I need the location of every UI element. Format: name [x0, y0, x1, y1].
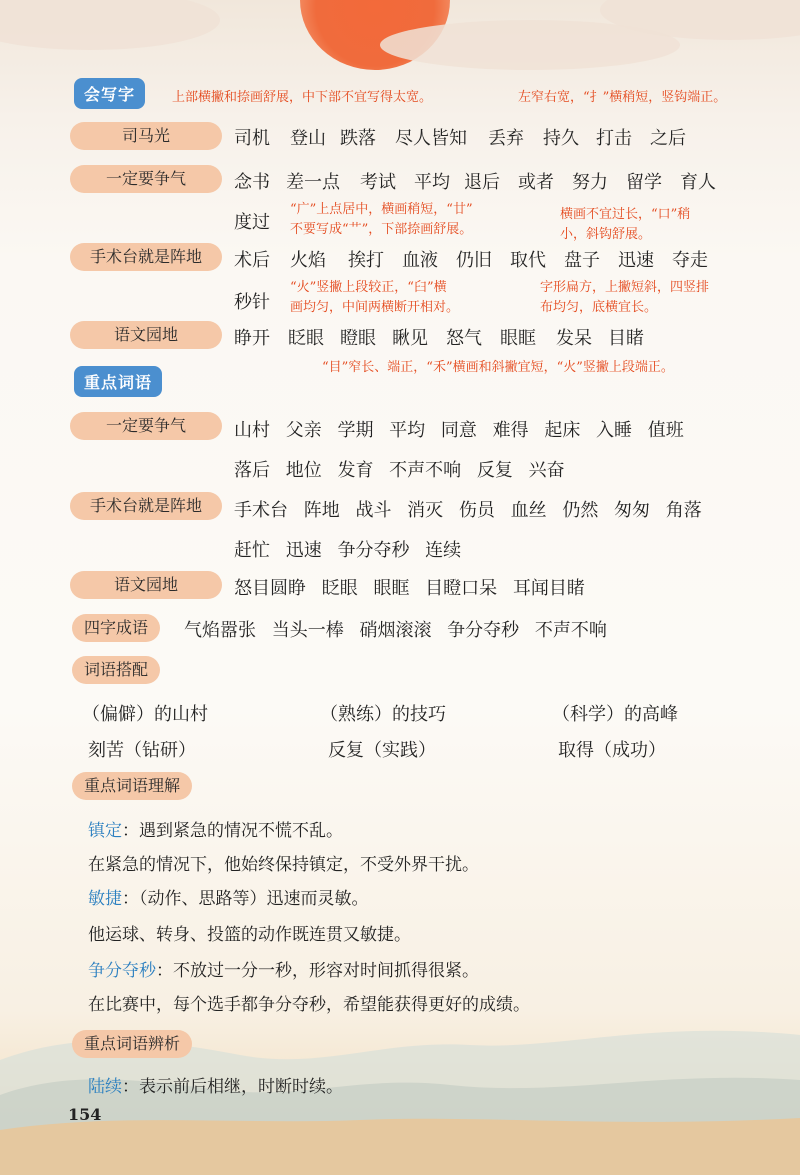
definition-text: ：遇到紧急的情况不慌不乱。: [122, 821, 343, 841]
section-tag-write: 会写字: [74, 78, 145, 109]
collocation-item: 刻苦（钻研）: [88, 740, 196, 761]
word-list: 落后 地位 发育 不声不响 反复 兴奋: [234, 460, 565, 481]
idioms-label: 四字成语: [72, 614, 160, 642]
cloud: [0, 0, 220, 50]
writing-word: 丢弃: [488, 128, 524, 149]
note-huo: “火”竖撇上段较正，“臼”横: [290, 280, 447, 295]
example: 在紧急的情况下，他始终保持镇定，不受外界干扰。: [88, 855, 479, 875]
writing-word: 火焰: [290, 250, 326, 271]
analysis-title: 重点词语辨析: [72, 1030, 192, 1058]
writing-word: 度过: [234, 212, 270, 233]
word-list: 怒目圆睁 眨眼 眼眶 目瞪口呆 耳闻目睹: [234, 578, 585, 599]
lesson-pill: 手术台就是阵地: [70, 492, 222, 520]
note-zi-2: 布均匀，底横宜长。: [540, 300, 658, 315]
collocation-item: （偏僻）的山村: [82, 704, 208, 725]
note-top-left: 上部横撇和捺画舒展，中下部不宜写得太宽。: [172, 90, 433, 105]
term: 陆续: [88, 1077, 122, 1097]
word-list: 赶忙 迅速 争分夺秒 连续: [234, 540, 462, 561]
writing-word: 眼眶: [500, 328, 536, 349]
note-guang: “广”上点居中，横画稍短，“廿”: [290, 202, 473, 217]
writing-word: 发呆: [556, 328, 592, 349]
writing-word: 念书: [234, 172, 270, 193]
definition-text: ：不放过一分一秒，形容对时间抓得很紧。: [156, 961, 479, 981]
writing-word: 努力: [572, 172, 608, 193]
lesson-pill: 一定要争气: [70, 412, 222, 440]
definition-text: ：表示前后相继，时断时续。: [122, 1077, 343, 1097]
writing-word: 取代: [510, 250, 546, 271]
writing-word: 登山: [290, 128, 326, 149]
note-heng-2: 小，斜钩舒展。: [560, 227, 652, 242]
section-tag-key-words: 重点词语: [74, 366, 162, 397]
writing-word: 睁开: [234, 328, 270, 349]
writing-word: 平均: [414, 172, 450, 193]
writing-word: 瞪眼: [340, 328, 376, 349]
writing-word: 仍旧: [456, 250, 492, 271]
lesson-pill: 手术台就是阵地: [70, 243, 222, 271]
writing-word: 血液: [402, 250, 438, 271]
writing-word: 尽人皆知: [395, 128, 467, 149]
writing-word: 怒气: [446, 328, 482, 349]
collocation-item: （科学）的高峰: [552, 704, 678, 725]
writing-word: 差一点: [286, 172, 340, 193]
writing-word: 育人: [680, 172, 716, 193]
writing-word: 跌落: [340, 128, 376, 149]
writing-word: 退后: [464, 172, 500, 193]
note-heng: 横画不宜过长，“口”稍: [560, 207, 691, 222]
definition: [88, 884, 369, 909]
writing-word: 瞅见: [392, 328, 428, 349]
writing-word: 之后: [650, 128, 686, 149]
writing-word: 留学: [626, 172, 662, 193]
writing-word: 盘子: [564, 250, 600, 271]
lesson-pill: 语文园地: [70, 571, 222, 599]
writing-word: 秒针: [234, 292, 270, 313]
writing-word: 夺走: [672, 250, 708, 271]
writing-word: 司机: [234, 128, 270, 149]
example: 在比赛中，每个选手都争分夺秒，希望能获得更好的成绩。: [88, 995, 530, 1015]
definition: [88, 816, 343, 841]
writing-word: 挨打: [348, 250, 384, 271]
collocation-item: （熟练）的技巧: [320, 704, 446, 725]
word-list: 山村 父亲 学期 平均 同意 难得 起床 入睡 值班: [234, 420, 684, 441]
writing-word: 持久: [543, 128, 579, 149]
idioms-list: 气焰嚣张 当头一棒 硝烟滚滚 争分夺秒 不声不响: [184, 620, 607, 641]
collocation-title: 词语搭配: [72, 656, 160, 684]
writing-word: 目睹: [608, 328, 644, 349]
word-list: 手术台 阵地 战斗 消灭 伤员 血丝 仍然 匆匆 角落: [234, 500, 702, 521]
definition: [88, 1072, 343, 1097]
definition-text: ：（动作、思路等）迅速而灵敏。: [122, 889, 369, 909]
collocation-item: 反复（实践）: [328, 740, 436, 761]
writing-word: 眨眼: [288, 328, 324, 349]
writing-word: 或者: [518, 172, 554, 193]
note-top-right: 左窄右宽，“扌”横稍短，竖钩端正。: [518, 90, 727, 105]
note-huo-2: 画均匀，中间两横断开相对。: [290, 300, 460, 315]
definition: [88, 956, 479, 981]
lesson-pill: 一定要争气: [70, 165, 222, 193]
writing-word: 术后: [234, 250, 270, 271]
term: 争分夺秒: [88, 961, 156, 981]
writing-word: 考试: [360, 172, 396, 193]
term: 镇定: [88, 821, 122, 841]
collocation-item: 取得（成功）: [558, 740, 666, 761]
note-mu: “目”窄长、端正，“禾”横画和斜撇宜短，“火”竖撇上段端正。: [322, 360, 674, 375]
term: 敏捷: [88, 889, 122, 909]
example: 他运球、转身、投篮的动作既连贯又敏捷。: [88, 925, 411, 945]
page-number: 154: [68, 1105, 102, 1124]
writing-word: 迅速: [618, 250, 654, 271]
note-zi: 字形扁方，上撇短斜，四竖排: [540, 280, 710, 295]
lesson-pill: 语文园地: [70, 321, 222, 349]
writing-word: 打击: [596, 128, 632, 149]
understanding-title: 重点词语理解: [72, 772, 192, 800]
note-guang-2: 不要写成“艹”，下部捺画舒展。: [290, 222, 473, 237]
lesson-pill: 司马光: [70, 122, 222, 150]
